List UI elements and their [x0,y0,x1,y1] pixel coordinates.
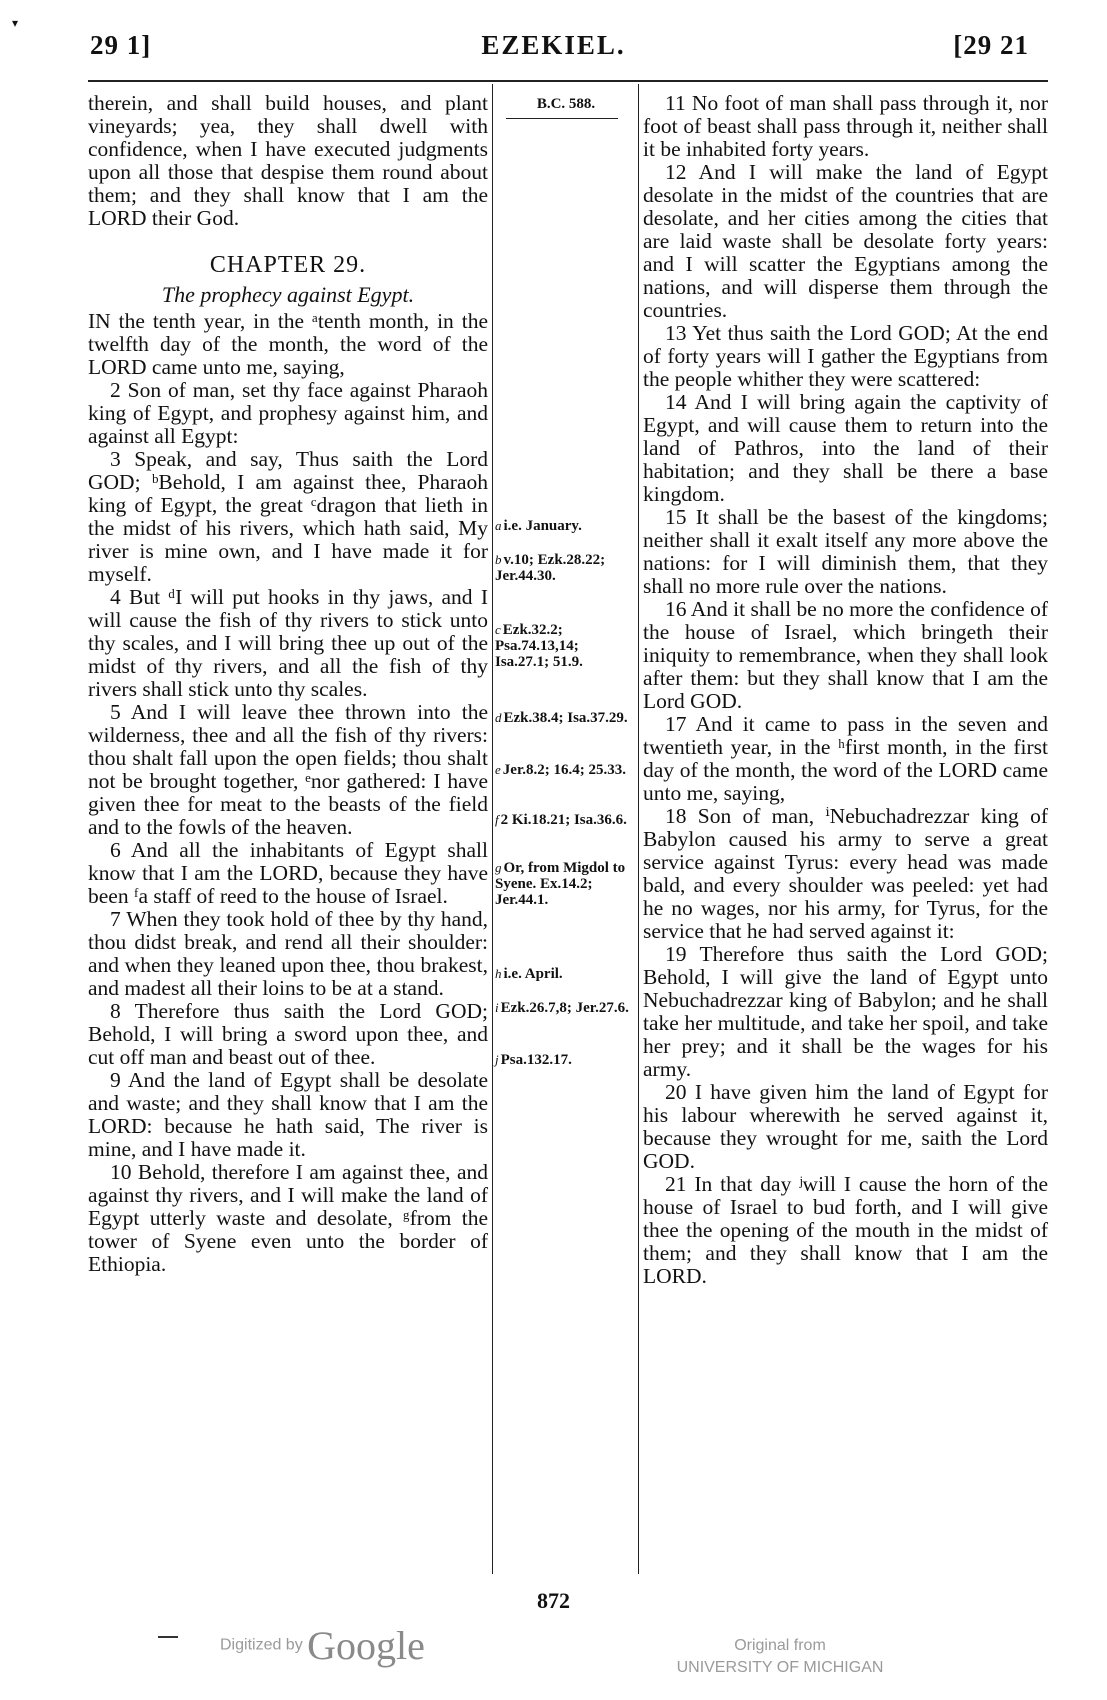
margin-date: B.C. 588. [536,96,596,112]
verse-9: 9 And the land of Egypt shall be desolate and waste; and they shall know that I am the LORD: because he hath said, The river is mine, and I have made it. [88,1068,488,1161]
right-text-column [643,92,1048,1288]
verse-21: 21 In that day ʲwill I cause the horn of the house of Israel to bud forth, and I will give thee the opening of the mouth in the midst of them; and they shall know that I am the LORD. [643,1172,1048,1288]
verse-2: 2 Son of man, set thy face against Pharaoh king of Egypt, and prophesy against him, and against all Egypt: [88,378,488,448]
margin-note: b v.10; Ezk.28.22; Jer.44.30. [495,552,606,584]
margin-note: g Or, from Migdol to Syene. Ex.14.2; Jer.44.1. [495,860,626,908]
margin-note: d Ezk.38.4; Isa.37.29. [495,710,628,726]
verse-13: 13 Yet thus saith the Lord GOD; At the end of forty years will I gather the Egyptians from the people whither they were scattered: [643,321,1048,391]
verse-19: 19 Therefore thus saith the Lord GOD; Behold, I will give the land of Egypt unto Nebuchadrezzar king of Babylon; and he shall take her multitude, and take her spoil, and take her prey; and it shall be the wages for his army. [643,942,1048,1081]
margin-note: h i.e. April. [495,966,563,982]
margin-note: i Ezk.26.7,8; Jer.27.6. [495,1000,629,1016]
margin-note: a i.e. January. [495,518,582,534]
margin-note: j Psa.132.17. [495,1052,572,1068]
verse-15: 15 It shall be the basest of the kingdoms; neither shall it exalt itself any more above the nations: for I will diminish them, that they shall no more rule over the nations. [643,505,1048,598]
header-rule [88,80,1048,82]
verse-10: 10 Behold, therefore I am against thee, and against thy rivers, and I will make the land of Egypt utterly waste and desolate, ᵍfrom the tower of Syene even unto the border of Ethiopia. [88,1160,488,1276]
verse-4: 4 But ᵈI will put hooks in thy jaws, and I will cause the fish of thy rivers to stick unto thy scales, and I will bring thee up out of the midst of thy rivers, and all the fish of thy rivers shall stick unto thy scales. [88,585,488,701]
margin-note: f 2 Ki.18.21; Isa.36.6. [495,812,627,828]
header-book-title: EZEKIEL. [481,30,626,60]
verse-18: 18 Son of man, ⁱNebuchadrezzar king of Babylon caused his army to serve a great service against Tyrus: every head was made bald, and every shoulder was peeled: yet had he no wages, nor his army, for Tyrus, for the service that he had served against it: [643,804,1048,943]
original-from-watermark [660,1635,900,1679]
chapter-title: CHAPTER 29. [209,252,367,278]
column-rule-right [638,84,639,1574]
google-logo: Google [307,1623,425,1668]
digitized-by-label: Digitized by [220,1636,303,1654]
chapter-subtitle: The prophecy against Egypt. [161,282,415,307]
left-text-column [88,92,488,1276]
verse-14: 14 And I will bring again the captivity of Egypt, and will cause them to return into the land of Pathros, into the land of their habitation; and they shall be there a base kingdom. [643,390,1048,506]
verse-8: 8 Therefore thus saith the Lord GOD; Behold, I will bring a sword upon thee, and cut off man and beast out of thee. [88,999,488,1069]
verse-16: 16 And it shall be no more the confidence of the house of Israel, which bringeth their iniquity to remembrance, when they shall look after them: but they shall know that I am the Lord GOD. [643,597,1048,713]
header-right-reference: [29 21 [953,30,1029,60]
verse-17: 17 And it came to pass in the seven and twentieth year, in the ʰfirst month, in the first day of the month, the word of the LORD came unto me, saying, [643,712,1048,805]
verse-11: 11 No foot of man shall pass through it, nor foot of beast shall pass through it, neither shall it be inhabited forty years. [643,91,1048,161]
column-rule-left [492,84,493,1574]
verse-7: 7 When they took hold of thee by thy hand, thou didst break, and rend all their shoulder: and when they leaned upon thee, thou brakest, and madest all their loins to be at a stand. [88,907,488,1000]
margin-note: e Jer.8.2; 16.4; 25.33. [495,762,626,778]
header-left-reference: 29 1] [90,30,152,60]
digitized-by-watermark [220,1622,425,1669]
chapter-28-ending: therein, and shall build houses, and plant vineyards; yea, they shall dwell with confidence, when I have executed judgments upon all those that despise them round about them; and they shall know that I am the LORD their God. [88,91,488,230]
margin-note: c Ezk.32.2; Psa.74.13,14; Isa.27.1; 51.9. [495,622,583,670]
verse-20: 20 I have given him the land of Egypt for his labour wherewith he served against it, because they wrought for me, saith the Lord GOD. [643,1080,1048,1173]
verse-12: 12 And I will make the land of Egypt desolate in the midst of the countries that are desolate, and her cities among the cities that are laid waste shall be desolate forty years: and I will scatter the Egyptians among the nations, and will disperse them through the countries. [643,160,1048,322]
verse-1: IN the tenth year, in the ᵃtenth month, in the twelfth day of the month, the word of the LORD came unto me, saying, [88,309,488,379]
verse-6: 6 And all the inhabitants of Egypt shall know that I am the LORD, because they have been ᶠa staff of reed to the house of Israel. [88,838,488,908]
verse-3: 3 Speak, and say, Thus saith the Lord GOD; ᵇBehold, I am against thee, Pharaoh king of Egypt, the great ᶜdragon that lieth in the midst of his rivers, which hath said, My river is mine own, and I have made it for myself. [88,447,488,586]
institution-label: UNIVERSITY OF MICHIGAN [676,1659,884,1676]
original-from-label: Original from [734,1637,826,1654]
corner-mark: ▾ [12,16,19,30]
date-rule [506,118,618,119]
tick-mark [158,1636,178,1638]
verse-5: 5 And I will leave thee thrown into the wilderness, thee and all the fish of thy rivers: thou shalt fall upon the open fields; thou shalt not be brought together, ᵉnor gathered: I have given thee for meat to the beasts of the field and to the fowls of the heaven. [88,700,488,839]
page-number: 872 [537,1588,570,1613]
